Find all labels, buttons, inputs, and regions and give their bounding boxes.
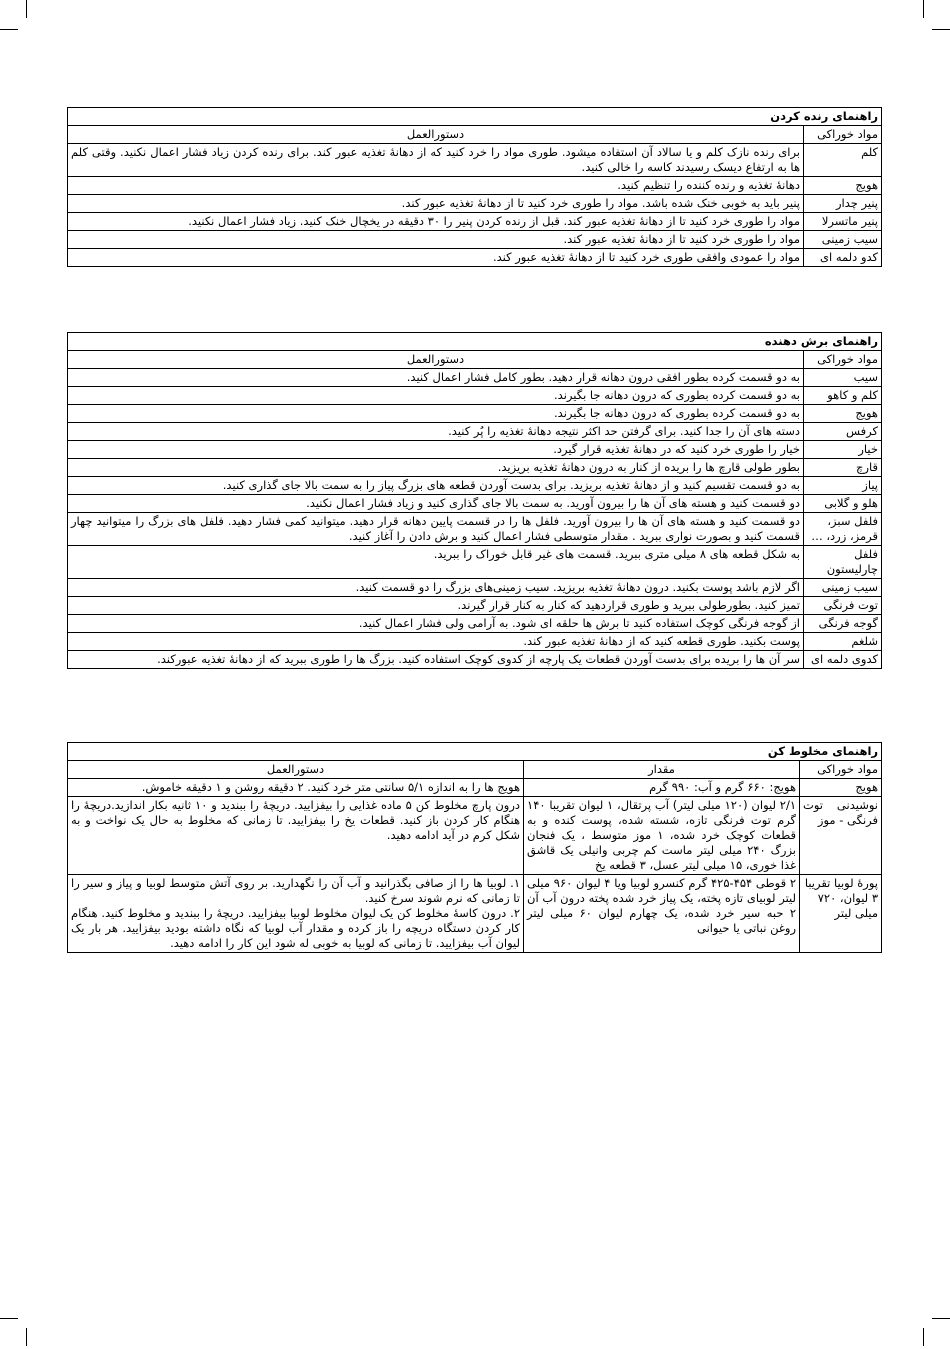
- table-row: [68, 875, 882, 953]
- ingredient-cell: فلفل سبز، قرمز، زرد، …: [804, 513, 882, 546]
- table-row: [68, 546, 882, 579]
- table-row: [68, 231, 882, 249]
- table-row: [68, 177, 882, 195]
- instructions-cell: اگر لازم باشد پوست بکنید. درون دهانهٔ تغذیه بریزید. سیب زمینی‌های بزرگ را دو قسمت کنید.: [68, 579, 804, 597]
- amount-cell: ۲/۱ لیوان (۱۲۰ میلی لیتر) آب پرتقال، ۱ لیوان تقریبا ۱۴۰ گرم توت فرنگی تازه، شسته شده، پوست کنده و به قطعات کوچک خرد شده، ۱ موز متوسط ، یک فنجان بزرگ ۲۴۰ میلی لیتر ماست کم چربی وانیلی یک قاشق غذا خوری، ۱۵ میلی لیتر عسل، ۳ قطعه یخ: [524, 797, 800, 875]
- table-row: [68, 477, 882, 495]
- ingredient-header: مواد خوراکی: [800, 761, 882, 779]
- amount-cell: ۲ قوطی ۴۵۴-۴۲۵ گرم کنسرو لوبیا ویا ۴ لیوان ۹۶۰ میلی لیتر لوبیای تازه پخته، یک پیاز خرد شده پخته درون آب آن ۲ حبه سیر خرد شده، یک چهارم لیوان ۶۰ میلی لیتر روغن نباتی یا حیوانی: [524, 875, 800, 953]
- table-row: [68, 579, 882, 597]
- blender-guide-table: [67, 742, 882, 953]
- table-row: [68, 144, 882, 177]
- slicing-guide-title: راهنمای برش دهنده: [68, 333, 882, 351]
- instructions-cell: مواد را عمودی وافقی طوری خرد کنید تا از دهانهٔ تغذیه عبور کند.: [68, 249, 804, 267]
- instructions-cell: دو قسمت کنید و هسته های آن ها را بیرون آورید. به سمت بالا جای گذاری کنید و زیاد فشار اعمال نکنید.: [68, 495, 804, 513]
- amount-cell: هویج: ۶۶۰ گرم و آب: ۹۹۰ گرم: [524, 779, 800, 797]
- ingredient-cell: نوشیدنی توت فرنگی - موز: [800, 797, 882, 875]
- ingredient-cell: کرفس: [804, 423, 882, 441]
- table-row: [68, 405, 882, 423]
- table-row: [68, 195, 882, 213]
- ingredient-cell: پنیر چدار: [804, 195, 882, 213]
- instructions-cell: دهانهٔ تغذیه و رنده کننده را تنظیم کنید.: [68, 177, 804, 195]
- instructions-cell: مواد را طوری خرد کنید تا از دهانهٔ تغذیه عبور کند.: [68, 231, 804, 249]
- ingredient-cell: سیب زمینی: [804, 579, 882, 597]
- slicing-guide-table: [67, 332, 882, 669]
- table-row: [68, 651, 882, 669]
- ingredient-cell: سیب: [804, 369, 882, 387]
- ingredient-header: مواد خوراکی: [804, 126, 882, 144]
- instructions-header: دستورالعمل: [68, 351, 804, 369]
- instructions-cell: هویج ها را به اندازه ۵/۱ سانتی متر خرد کنید. ۲ دقیقه روشن و ۱ دقیقه خاموش.: [68, 779, 524, 797]
- table-row: [68, 459, 882, 477]
- instructions-cell: به دو قسمت تقسیم کنید و از دهانهٔ تغذیه بریزید. برای بدست آوردن قطعه های بزرگ پیاز را به سمت بالا جای گذاری کنید.: [68, 477, 804, 495]
- table-row: [68, 633, 882, 651]
- blender-guide-title: راهنمای مخلوط کن: [68, 743, 882, 761]
- instructions-cell: درون پارچ مخلوط کن ۵ ماده غذایی را بیفزایید. دریچهٔ را ببندید و ۱۰ ثانیه بکار اندازید.دریچهٔ را هنگام کار کردن باز کنید. قطعات یخ را بیفزایید. تا زمانی که مخلوط به حال یک نواخت و به شکل کرم در آید ادامه دهید.: [68, 797, 524, 875]
- table-row: [68, 213, 882, 231]
- table-row: [68, 615, 882, 633]
- instructions-cell: به دو قسمت کرده بطوری که درون دهانه جا بگیرند.: [68, 387, 804, 405]
- ingredient-cell: کدو دلمه ای: [804, 249, 882, 267]
- ingredient-cell: شلغم: [804, 633, 882, 651]
- crop-mark: [923, 1328, 924, 1346]
- table-row: [68, 513, 882, 546]
- ingredient-cell: پورهٔ لوبیا تقریبا ۳ لیوان، ۷۲۰ میلی لیتر: [800, 875, 882, 953]
- instructions-cell: پوست بکنید. طوری قطعه کنید که از دهانهٔ تغذیه عبور کند.: [68, 633, 804, 651]
- ingredient-header: مواد خوراکی: [804, 351, 882, 369]
- ingredient-cell: پنیر ماتسرلا: [804, 213, 882, 231]
- instructions-cell: دسته های آن را جدا کنید. برای گرفتن حد اکثر نتیجه دهانهٔ تغذیه را پُر کنید.: [68, 423, 804, 441]
- instructions-cell: دو قسمت کنید و هسته های آن ها را بیرون آورید. فلفل ها را در قسمت پایین دهانه قرار دهید. میتوانید کمی فشار دهید. فلفل های بزرگ را میتوانید چهار قسمت کنید و بصورت نواری ببرید . مقدار متوسطی فشار اعمال کنید و برش دادن را آغاز کنید.: [68, 513, 804, 546]
- crop-mark: [26, 1328, 27, 1346]
- instructions-cell: بطور طولی قارچ ها را بریده از کنار به درون دهانهٔ تغذیه بریزید.: [68, 459, 804, 477]
- crop-mark: [923, 0, 924, 18]
- instructions-cell: برای رنده نازک کلم و یا سالاد آن استفاده میشود. طوری مواد را خرد کنید که از دهانهٔ تغذیه عبور کند. برای رنده کردن زیاد فشار اعمال نکنید. وقتی کلم ها به ارتفاع دیسک رسیدند کاسه را خالی کنید.: [68, 144, 804, 177]
- instructions-header: دستورالعمل: [68, 126, 804, 144]
- table-row: [68, 249, 882, 267]
- ingredient-cell: کلم: [804, 144, 882, 177]
- ingredient-cell: توت فرنگی: [804, 597, 882, 615]
- table-row: [68, 779, 882, 797]
- ingredient-cell: پیاز: [804, 477, 882, 495]
- instructions-cell: ۱. لوبیا ها را از صافی بگذرانید و آب آن را نگهدارید. بر روی آتش متوسط لوبیا و پیاز و سیر را تا زمانی که نرم شوند سرخ کنید. ۲. درون کاسهٔ مخلوط کن یک لیوان مخلوط لوبیا بیفزایید. دریچهٔ را ببندید و مخلوط کنید. هنگام کار کردن دستگاه دریچه را باز کرده و مقدار آب لوبیا که نگاه داشته بودید بیفزایید. هر بار یک لیوان آب بیفزایید. تا زمانی که لوبیا به خوبی له شود این کار را ادامه دهید.: [68, 875, 524, 953]
- ingredient-cell: کلم و کاهو: [804, 387, 882, 405]
- grating-guide-table: [67, 107, 882, 267]
- ingredient-cell: قارچ: [804, 459, 882, 477]
- amount-header: مقدار: [524, 761, 800, 779]
- ingredient-cell: هویج: [804, 177, 882, 195]
- table-row: [68, 597, 882, 615]
- crop-mark: [932, 29, 950, 30]
- grating-guide-title: راهنمای رنده کردن: [68, 108, 882, 126]
- ingredient-cell: سیب زمینی: [804, 231, 882, 249]
- crop-mark: [0, 1318, 18, 1319]
- instructions-cell: به دو قسمت کرده بطور افقی درون دهانه قرار دهید. بطور کامل فشار اعمال کنید.: [68, 369, 804, 387]
- table-row: [68, 387, 882, 405]
- crop-mark: [0, 29, 18, 30]
- table-row: [68, 797, 882, 875]
- table-row: [68, 441, 882, 459]
- instructions-cell: مواد را طوری خرد کنید تا از دهانهٔ تغذیه عبور کند. قبل از رنده کردن پنیر را ۳۰ دقیقه در یخچال خنک کنید. زیاد فشار اعمال نکنید.: [68, 213, 804, 231]
- crop-mark: [26, 0, 27, 18]
- instructions-cell: تمیز کنید. بطورطولی ببرید و طوری قراردهید که کنار به کنار قرار گیرند.: [68, 597, 804, 615]
- crop-mark: [932, 1318, 950, 1319]
- ingredient-cell: کدوی دلمه ای: [804, 651, 882, 669]
- ingredient-cell: هویج: [800, 779, 882, 797]
- instructions-cell: سر آن ها را بریده برای بدست آوردن قطعات یک پارچه از کدوی کوچک استفاده کنید. بزرگ ها را طوری ببرید که از دهانهٔ تغذیه عبورکند.: [68, 651, 804, 669]
- ingredient-cell: خیار: [804, 441, 882, 459]
- ingredient-cell: هویج: [804, 405, 882, 423]
- ingredient-cell: فلفل چارلیستون: [804, 546, 882, 579]
- instructions-cell: خیار را طوری خرد کنید که در دهانهٔ تغذیه قرار گیرد.: [68, 441, 804, 459]
- table-row: [68, 369, 882, 387]
- instructions-cell: از گوجه فرنگی کوچک استفاده کنید تا برش ها حلقه ای شود. به آرامی ولی فشار اعمال کنید.: [68, 615, 804, 633]
- ingredient-cell: هلو و گلابی: [804, 495, 882, 513]
- ingredient-cell: گوجه فرنگی: [804, 615, 882, 633]
- instructions-header: دستورالعمل: [68, 761, 524, 779]
- table-row: [68, 423, 882, 441]
- instructions-cell: به دو قسمت کرده بطوری که درون دهانه جا بگیرند.: [68, 405, 804, 423]
- instructions-cell: پنیر باید به خوبی خنک شده باشد. مواد را طوری خرد کنید تا از دهانهٔ تغذیه عبور کند.: [68, 195, 804, 213]
- instructions-cell: به شکل قطعه های ۸ میلی متری ببرید. قسمت های غیر قابل خوراک را ببرید.: [68, 546, 804, 579]
- table-row: [68, 495, 882, 513]
